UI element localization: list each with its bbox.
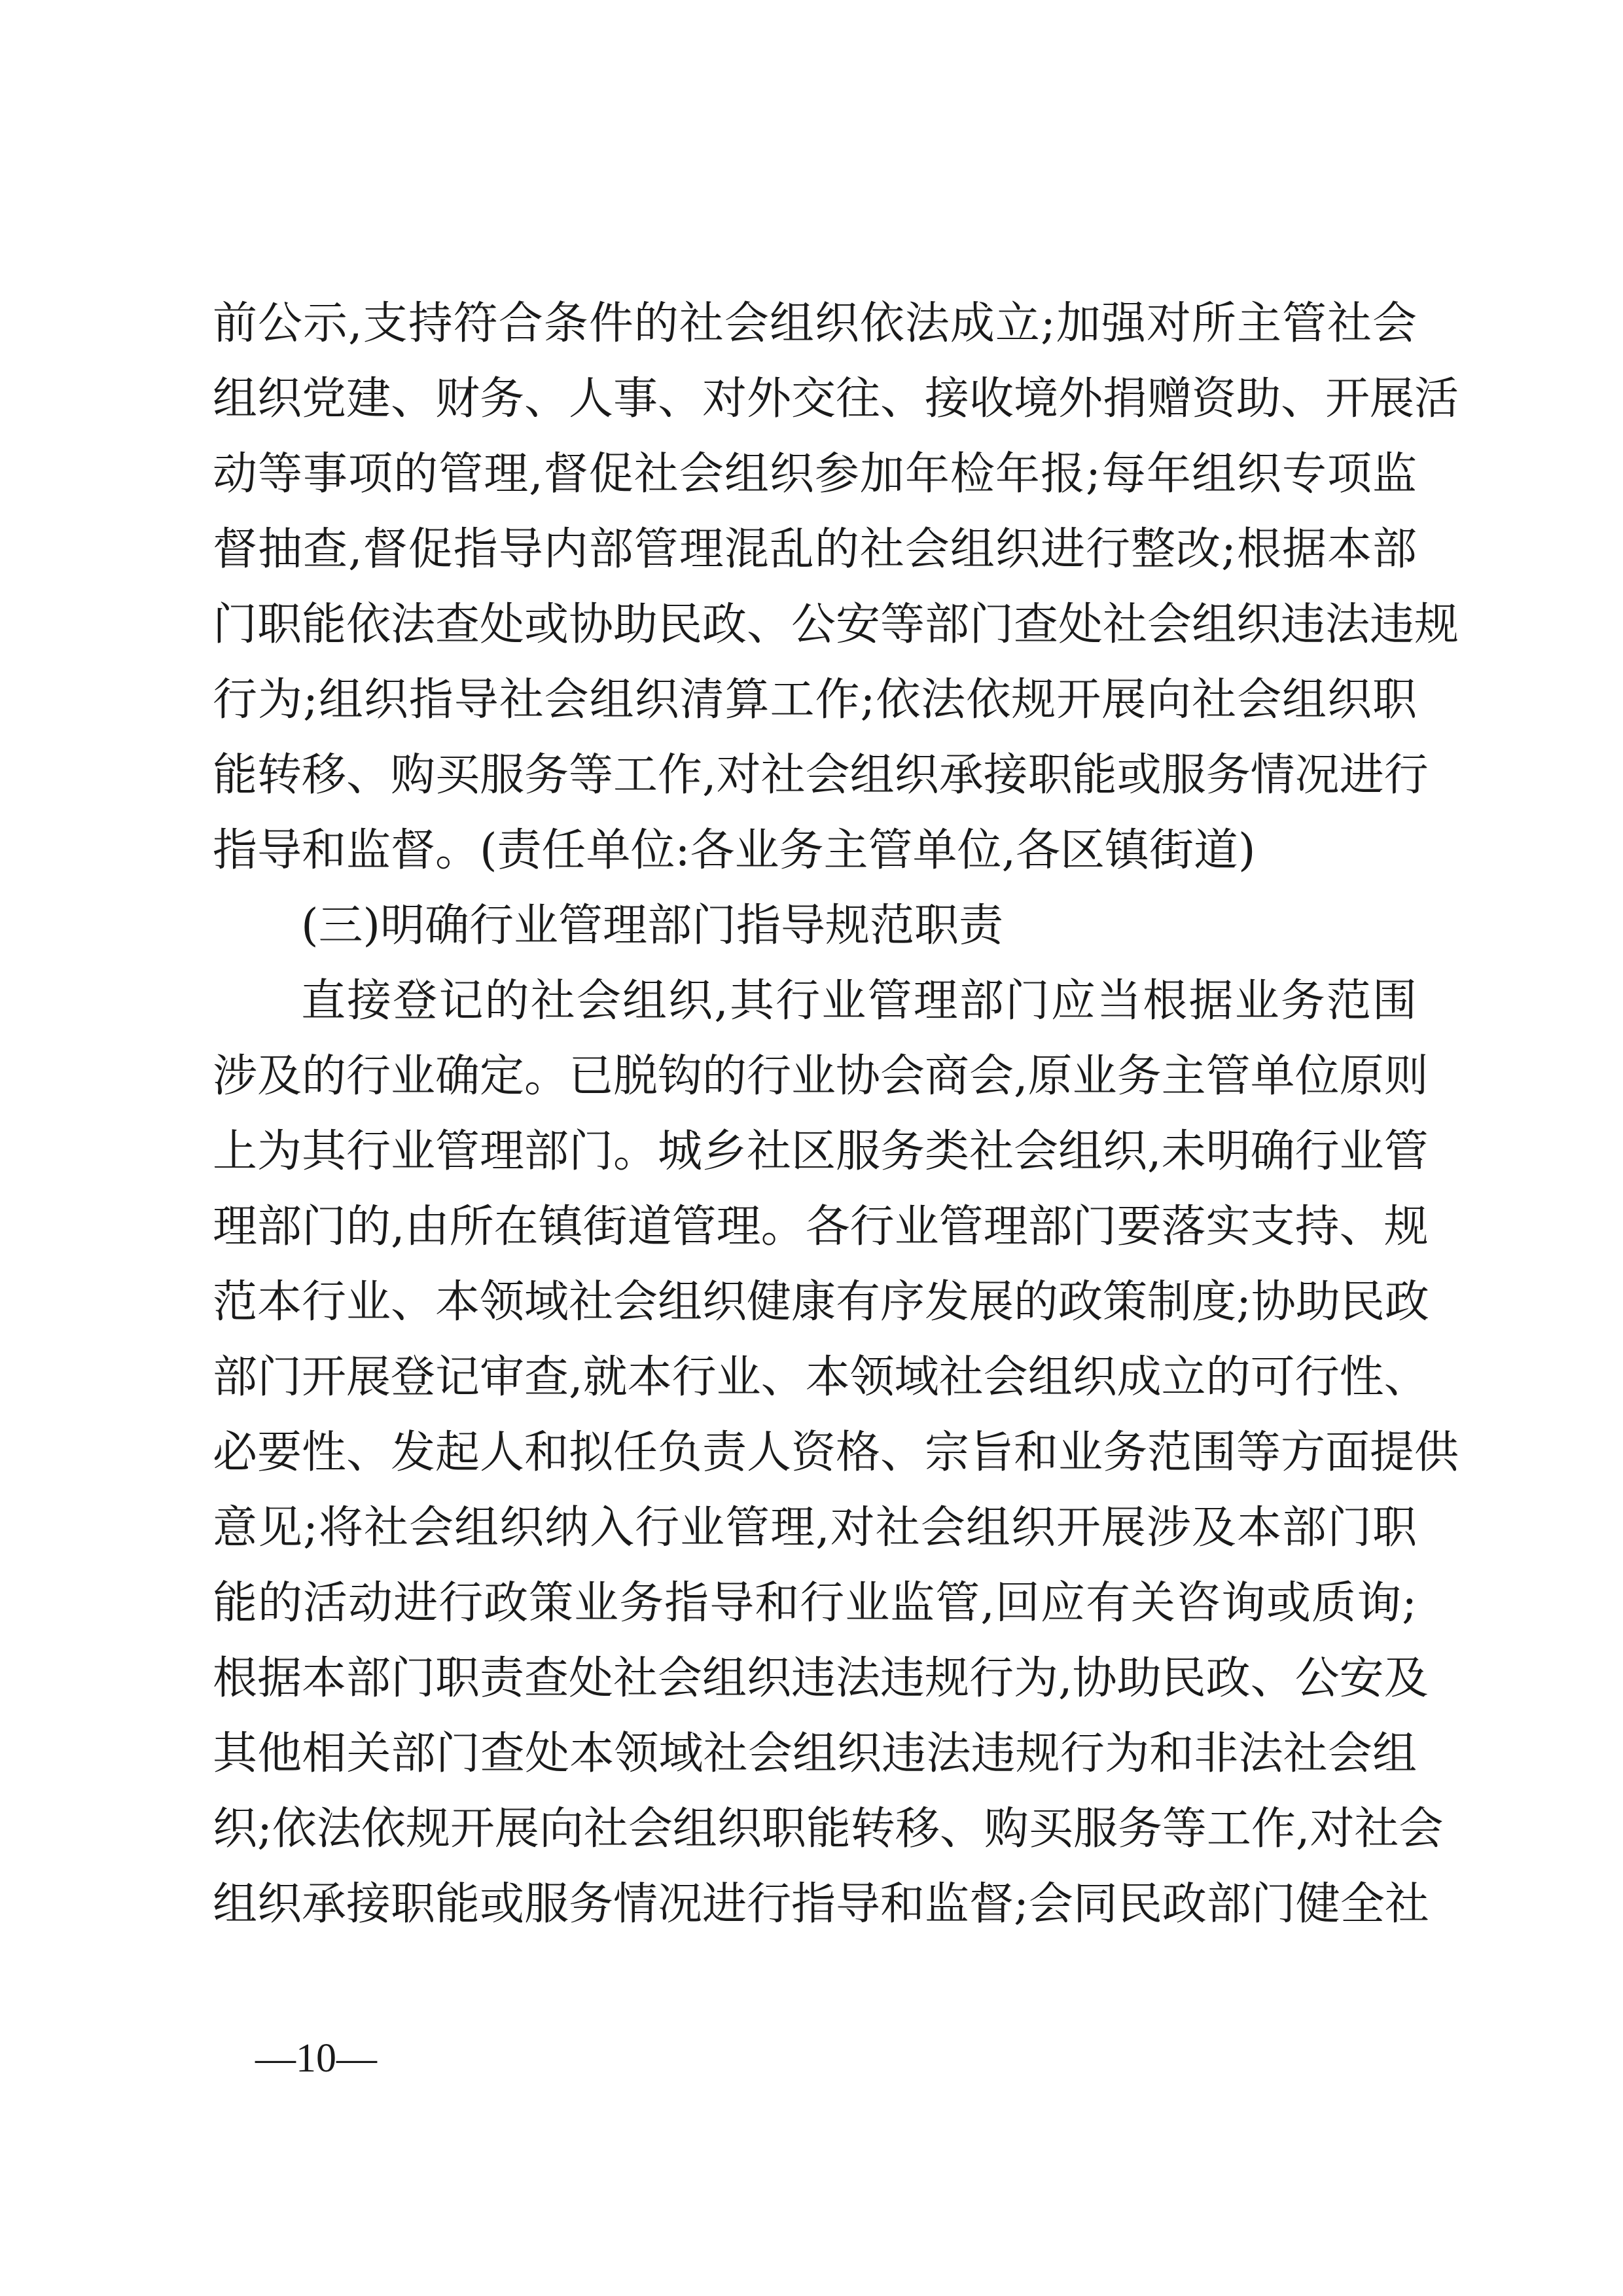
paragraph-line: 门职能依法查处或协助民政、公安等部门查处社会组织违法违规 bbox=[213, 599, 1459, 651]
paragraph-line: 涉及的行业确定。已脱钩的行业协会商会,原业务主管单位原则 bbox=[213, 1050, 1429, 1102]
paragraph-line: 组织承接职能或服务情况进行指导和监督;会同民政部门健全社 bbox=[213, 1878, 1429, 1930]
paragraph-line: 动等事项的管理,督促社会组织参加年检年报;每年组织专项监 bbox=[213, 448, 1417, 500]
paragraph-line: 部门开展登记审查,就本行业、本领域社会组织成立的可行性、 bbox=[213, 1352, 1429, 1403]
paragraph-line: 其他相关部门查处本领域社会组织违法违规行为和非法社会组 bbox=[213, 1728, 1417, 1780]
section-heading: (三)明确行业管理部门指导规范职责 bbox=[301, 900, 1004, 952]
paragraph-line: 意见;将社会组织纳入行业管理,对社会组织开展涉及本部门职 bbox=[213, 1502, 1417, 1554]
paragraph-line: 行为;组织指导社会组织清算工作;依法依规开展向社会组织职 bbox=[213, 674, 1417, 726]
paragraph-line: 指导和监督。(责任单位:各业务主管单位,各区镇街道) bbox=[213, 825, 1256, 876]
paragraph-line: 组织党建、财务、人事、对外交往、接收境外捐赠资助、开展活 bbox=[213, 373, 1459, 425]
page-number: —10— bbox=[255, 2036, 377, 2081]
paragraph-line: 理部门的,由所在镇街道管理。各行业管理部门要落实支持、规 bbox=[213, 1201, 1429, 1253]
paragraph-line: 上为其行业管理部门。城乡社区服务类社会组织,未明确行业管 bbox=[213, 1126, 1429, 1177]
paragraph-line: 能转移、购买服务等工作,对社会组织承接职能或服务情况进行 bbox=[213, 749, 1429, 801]
paragraph-line: 必要性、发起人和拟任负责人资格、宗旨和业务范围等方面提供 bbox=[213, 1427, 1459, 1479]
paragraph-line: 根据本部门职责查处社会组织违法违规行为,协助民政、公安及 bbox=[213, 1653, 1429, 1704]
paragraph-line: 能的活动进行政策业务指导和行业监管,回应有关咨询或质询; bbox=[213, 1577, 1417, 1629]
paragraph-line: 织;依法依规开展向社会组织职能转移、购买服务等工作,对社会 bbox=[213, 1803, 1444, 1855]
paragraph-line: 直接登记的社会组织,其行业管理部门应当根据业务范围 bbox=[301, 975, 1417, 1027]
paragraph-line: 前公示,支持符合条件的社会组织依法成立;加强对所主管社会 bbox=[213, 298, 1417, 350]
paragraph-line: 范本行业、本领域社会组织健康有序发展的政策制度;协助民政 bbox=[213, 1276, 1429, 1328]
paragraph-line: 督抽查,督促指导内部管理混乱的社会组织进行整改;根据本部 bbox=[213, 524, 1417, 575]
